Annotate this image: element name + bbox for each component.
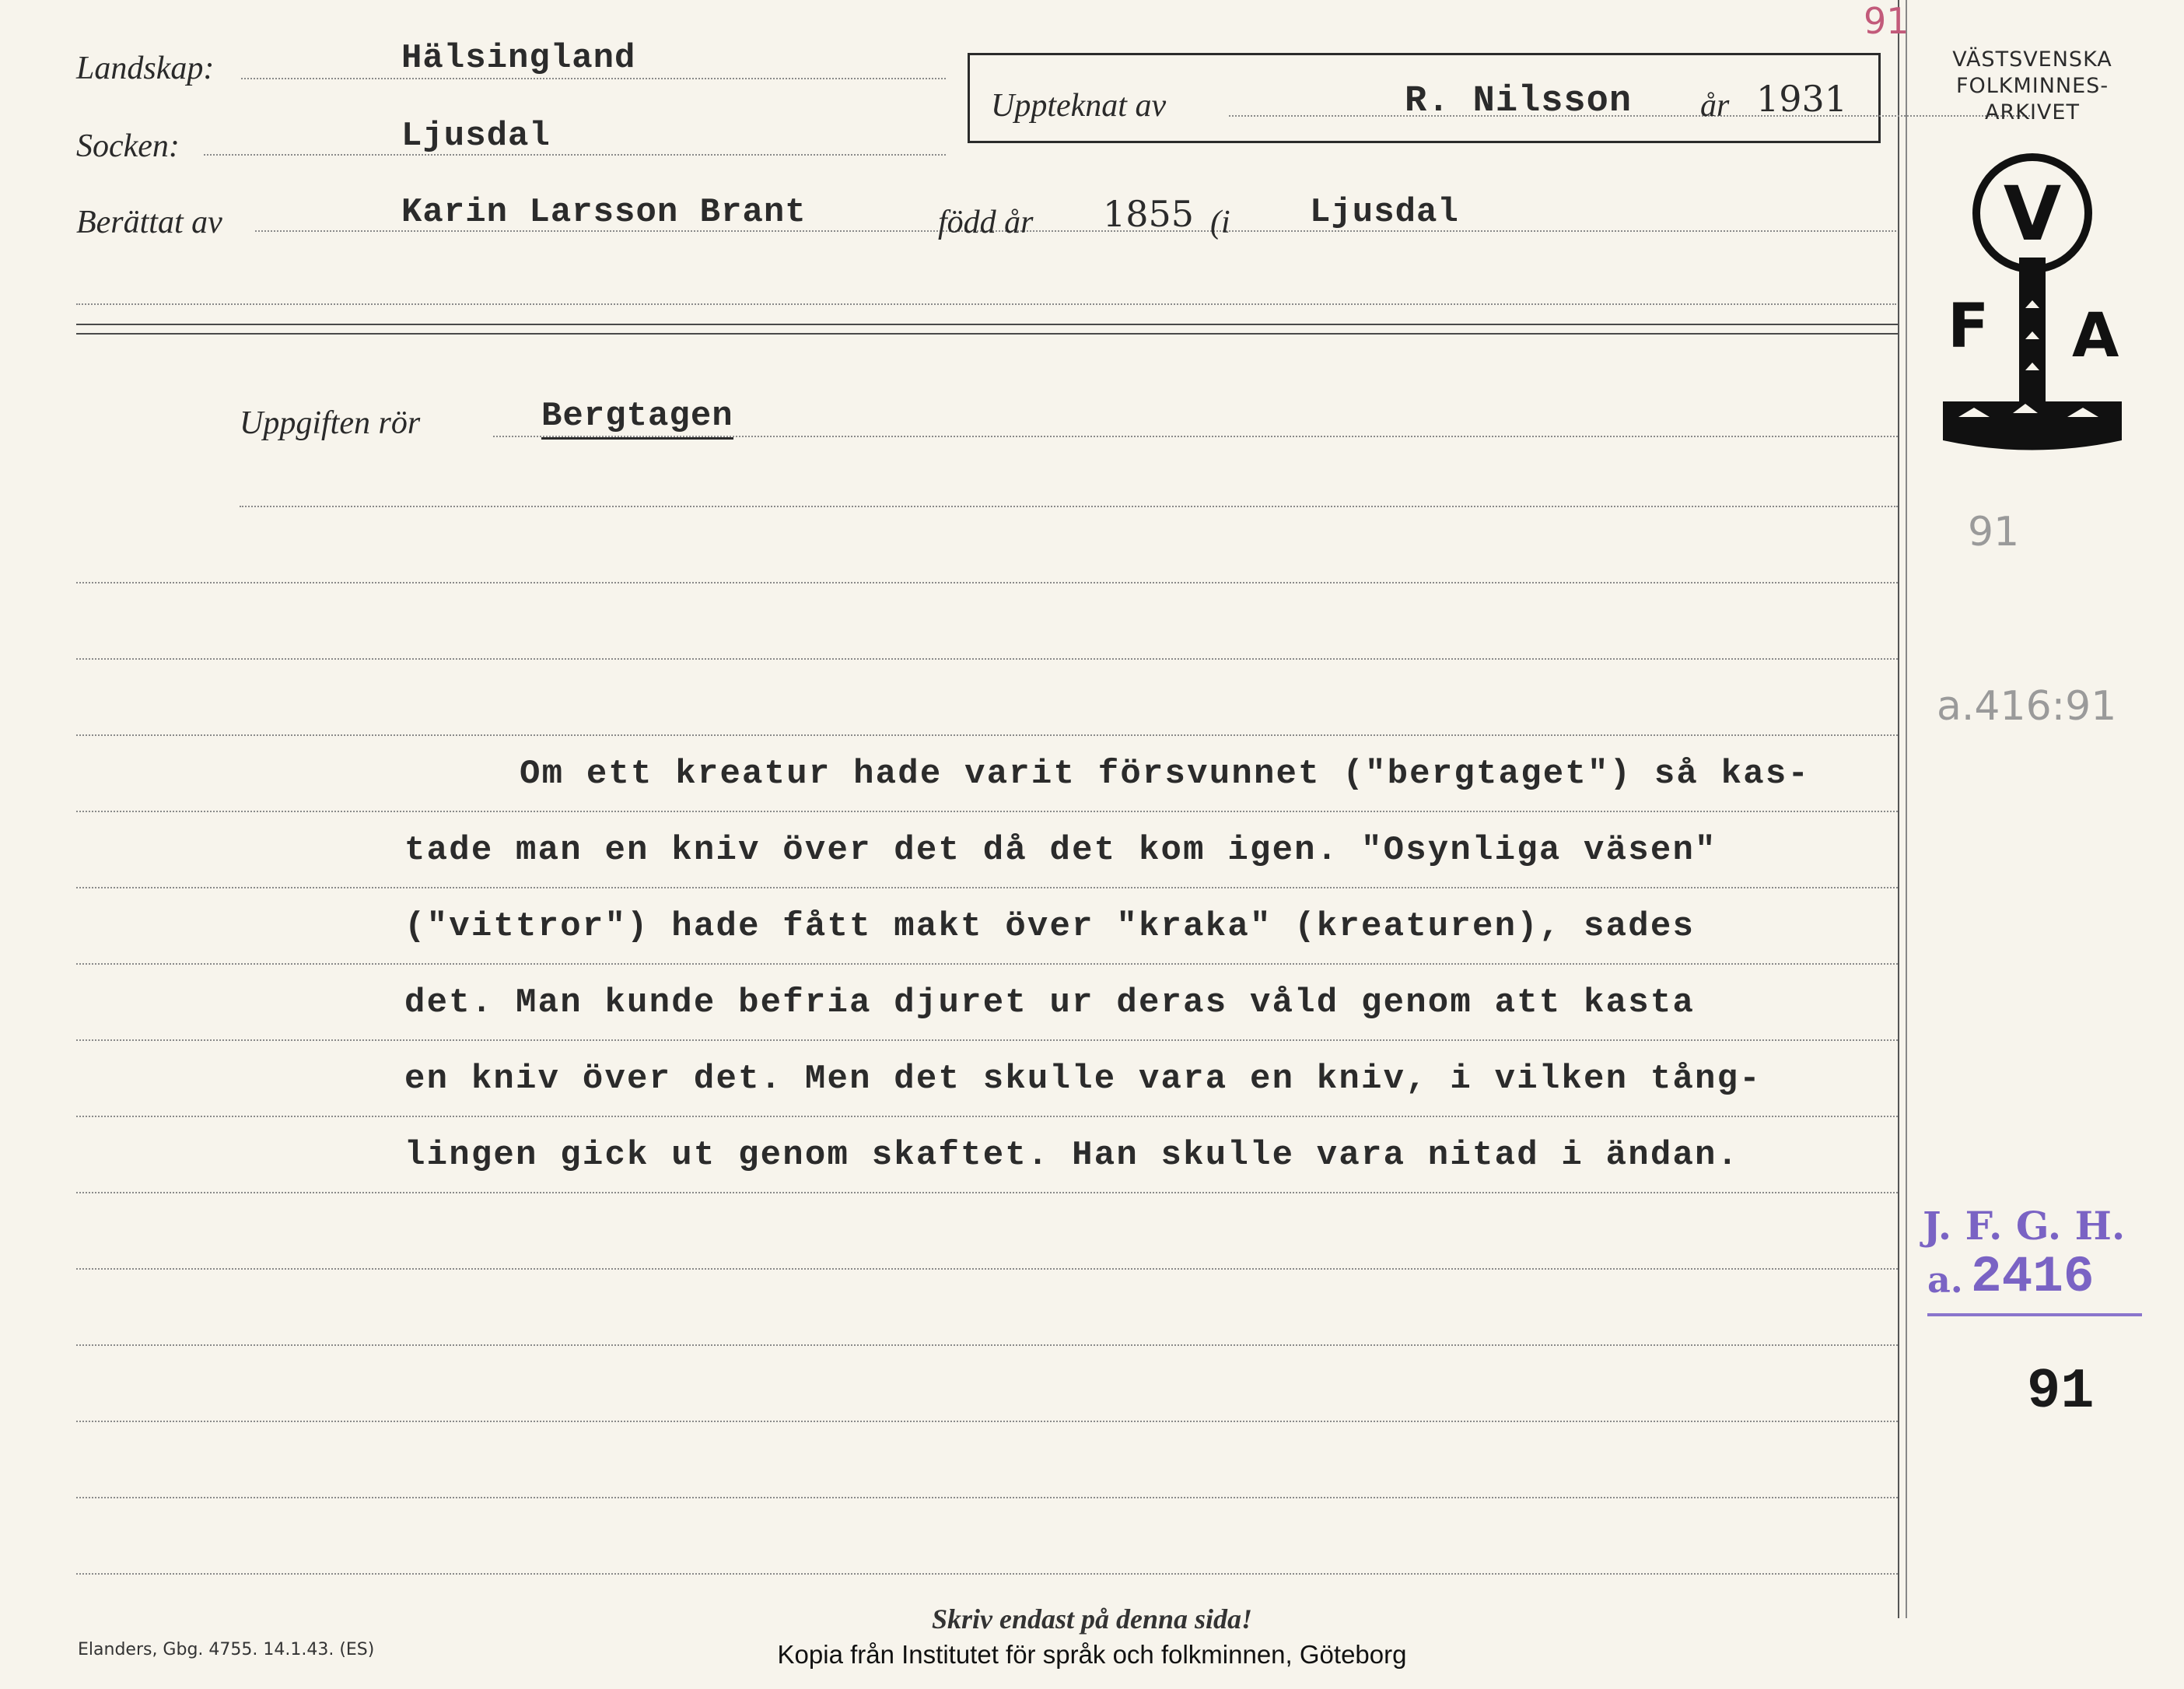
ruled-line (76, 1116, 1898, 1117)
body-line-6: lingen gick ut genom skaftet. Han skulle vara nitad i ändan. (404, 1136, 1740, 1175)
socken-rule (204, 154, 946, 156)
subject-rule-2 (240, 506, 1898, 507)
ruled-line (76, 734, 1898, 736)
fodd-label: född år (938, 205, 1034, 240)
card-divider-line (1898, 0, 1899, 1618)
berattat-label: Berättat av (76, 205, 222, 240)
archive-name (1904, 47, 2161, 126)
stamp-number: 2416 (1971, 1248, 2095, 1306)
ruled-line (76, 887, 1898, 888)
card-divider-line-secondary (1906, 0, 1907, 1618)
ar-label: år (1700, 88, 1730, 124)
ruled-line (76, 811, 1898, 812)
logo-letter-f: F (1948, 292, 1990, 362)
logo-hammer-head (1943, 401, 2122, 450)
body-line-1: Om ett kreatur hade varit försvunnet ("bergtaget") så kas- (520, 755, 1811, 794)
red-pencil-number: 91 (1864, 0, 1909, 42)
body-line-2: tade man en kniv över det då det kom igen. "Osynliga väsen" (404, 831, 1717, 870)
ruled-line (76, 1192, 1898, 1193)
stamp-underline (1927, 1313, 2142, 1316)
ruled-line (76, 1497, 1898, 1498)
socken-value: Ljusdal (401, 117, 551, 156)
pencil-signum: a.416:91 (1937, 683, 2117, 730)
archive-logo (1927, 152, 2137, 464)
body-line-5: en kniv över det. Men det skulle vara en kniv, i vilken tång- (404, 1060, 1762, 1099)
berattat-value: Karin Larsson Brant (401, 193, 807, 232)
landskap-label: Landskap: (76, 51, 215, 86)
archive-name-line-2: FOLKMINNES- (1955, 74, 2109, 98)
printer-imprint: Elanders, Gbg. 4755. 14.1.43. (ES) (78, 1640, 375, 1659)
fodd-place: Ljusdal (1310, 193, 1459, 232)
logo-letter-a: A (2072, 301, 2119, 371)
header-blank-rule (76, 303, 1896, 305)
upptecknat-value: R. Nilsson (1405, 81, 1633, 122)
ruled-line (76, 1573, 1898, 1575)
ar-value: 1931 (1756, 78, 1848, 120)
ruled-line (76, 658, 1898, 660)
body-line-3: ("vittror") hade fått makt över "kraka" (kreaturen), sades (404, 907, 1696, 946)
upptecknat-label: Uppteknat av (991, 88, 1167, 124)
logo-letter-v: V (2003, 170, 2062, 258)
ruled-line (76, 1421, 1898, 1422)
subject-value: Bergtagen (541, 397, 733, 440)
footer-instruction: Skriv endast på denna sida! (931, 1603, 1253, 1635)
landskap-value: Hälsingland (401, 39, 636, 78)
subject-label: Uppgiften rör (240, 405, 421, 441)
landskap-rule (241, 78, 946, 79)
copy-notice: Kopia från Institutet för språk och folkminnen, Göteborg (777, 1640, 1407, 1669)
typed-page-number: 91 (2027, 1360, 2095, 1424)
pencil-number: 91 (1968, 509, 2020, 555)
fodd-year: 1855 (1103, 193, 1195, 235)
ruled-line (76, 1344, 1898, 1346)
stamp-initials: J. F. G. H. (1923, 1203, 2126, 1249)
ruled-line (76, 1039, 1898, 1041)
header-double-rule (76, 324, 1898, 335)
ruled-line (76, 963, 1898, 965)
fodd-place-label: (i (1210, 205, 1230, 240)
archive-name-line-3: ARKIVET (1985, 100, 2080, 124)
ruled-line (76, 1268, 1898, 1270)
body-line-4: det. Man kunde befria djuret ur deras våld genom att kasta (404, 983, 1696, 1022)
archive-name-line-1: VÄSTSVENSKA (1952, 47, 2112, 72)
ruled-line (76, 582, 1898, 583)
stamp-prefix: a. (1927, 1259, 1963, 1301)
socken-label: Socken: (76, 128, 180, 164)
